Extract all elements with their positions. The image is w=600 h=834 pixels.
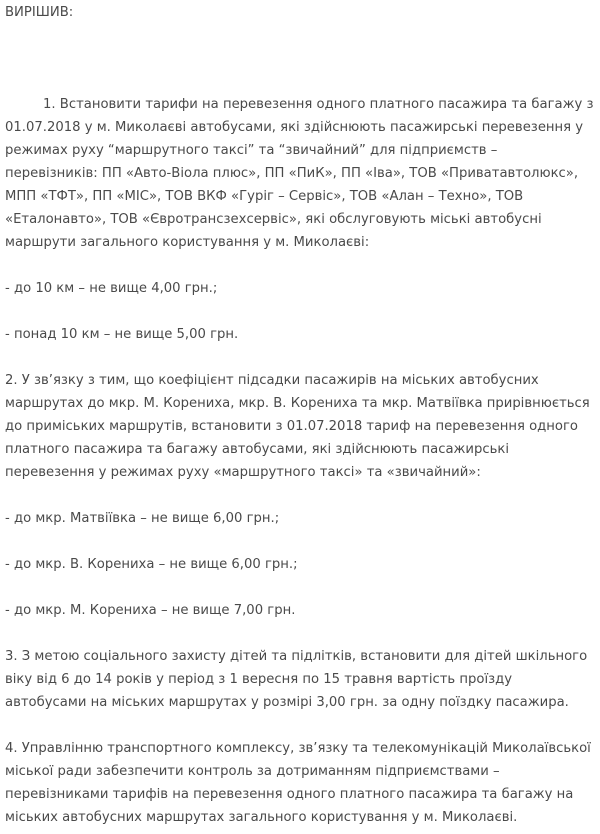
paragraph-1-tariffs: 1. Встановити тарифи на перевезення одного платного пасажира та багажу з 01.07.2018 у м. Миколаєві автобусами, які здійснюють пасажирські перевезення у режимах руху “маршрутного таксі” та “звичайний” для підприємств – перевізників: ПП «Авто-Віола плюс», ПП «ПиК», ПП «Іва», ТОВ «Приватавтолюкс», МПП «ТФТ», ПП «МІС», ТОВ ВКФ «Гуріг – Сервіс», ТОВ «Алан – Техно», ТОВ «Еталонавто», ТОВ «Євротрансзехсервіс», які обслуговують міські автобусні маршрути загального користування у м. Миколаєві: [5,97,594,250]
paragraph-3-children-fare: 3. З метою соціального захисту дітей та підлітків, встановити для дітей шкільного віку від 6 до 14 років у період з 1 вересня по 15 травня вартість проїзду автобусами на міських маршрутах у розмірі 3,00 грн. за одну поїздку пасажира. [5,649,588,710]
tariff-item-over-10km: - понад 10 км – не вище 5,00 грн. [5,327,239,342]
decision-heading: ВИРІШИВ: [5,5,74,20]
paragraph-4-control: 4. Управлінню транспортного комплексу, зв’язку та телекомунікацій Миколаївської міської ради забезпечити контроль за дотриманням підприємствами – перевізниками тарифів на перевезення одного платного пасажира та багажу на міських автобусних маршрутах загального користування у м. Миколаєві. [5,741,591,825]
tariff-item-v-korenykha: - до мкр. В. Корениха – не вище 6,00 грн.; [5,557,298,572]
tariff-item-up-to-10km: - до 10 км – не вище 4,00 грн.; [5,281,218,296]
tariff-item-matviivka: - до мкр. Матвіївка – не вище 6,00 грн.; [5,511,280,526]
paragraph-2-suburban-routes: 2. У зв’язку з тим, що коефіцієнт підсадки пасажирів на міських автобусних маршрутах до мкр. М. Корениха, мкр. В. Корениха та мкр. Матвіївка прирівнюється до приміських маршрутів, встановити з 01.07.2018 тариф на перевезення одного платного пасажира та багажу автобусами, які здійснюють пасажирські перевезення у режимах руху «маршрутного таксі» та «звичайний»: [5,373,590,480]
tariff-item-m-korenykha: - до мкр. М. Корениха – не вище 7,00 грн. [5,603,296,618]
